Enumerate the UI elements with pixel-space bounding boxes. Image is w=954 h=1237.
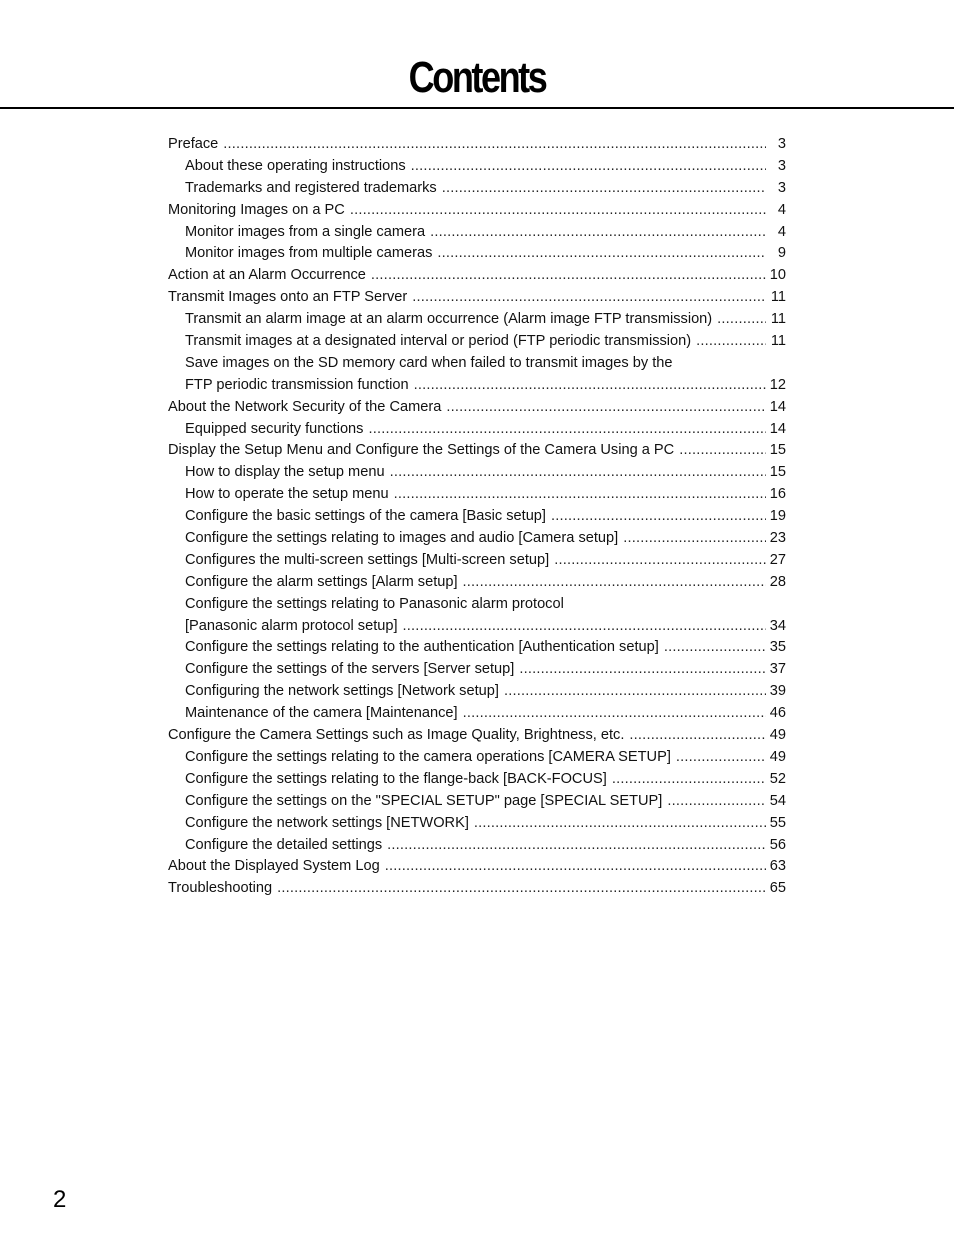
dot-leader xyxy=(390,462,766,484)
dot-leader xyxy=(223,134,766,156)
dot-leader xyxy=(474,813,766,835)
toc-entry-page: 3 xyxy=(777,179,786,196)
toc-entry-label: Equipped security functions xyxy=(185,420,364,437)
toc-subentry[interactable] xyxy=(168,681,786,703)
toc-entry-page: 12 xyxy=(769,376,786,393)
toc-entry-label: Troubleshooting xyxy=(168,880,273,897)
toc-entry-label: About the Network Security of the Camera xyxy=(168,398,442,415)
toc-entry[interactable] xyxy=(168,200,786,222)
toc-entry-label: About these operating instructions xyxy=(185,157,406,174)
toc-entry-page: 27 xyxy=(769,551,786,568)
toc-entry-label: About the Displayed System Log xyxy=(168,858,380,875)
toc-entry-label: Save images on the SD memory card when failed to transmit images by the xyxy=(185,354,673,371)
toc-subentry[interactable] xyxy=(168,419,786,441)
page-number: 2 xyxy=(53,1186,67,1213)
toc-entry-page: 15 xyxy=(769,464,786,481)
toc-entry[interactable] xyxy=(168,440,786,462)
toc-subentry[interactable] xyxy=(168,506,786,528)
toc-subentry[interactable] xyxy=(168,484,786,506)
toc-entry-page: 4 xyxy=(777,201,786,218)
toc-entry-page: 28 xyxy=(769,573,786,590)
dot-leader xyxy=(430,222,766,244)
toc-entry[interactable] xyxy=(168,856,786,878)
toc-subentry[interactable] xyxy=(168,594,786,616)
toc-entry-page: 11 xyxy=(770,311,786,328)
dot-leader xyxy=(463,703,766,725)
toc-entry-page: 11 xyxy=(770,289,786,306)
toc-subentry[interactable] xyxy=(168,659,786,681)
toc-entry-label: Configure the settings relating to Panasonic alarm protocol xyxy=(185,595,564,612)
toc-entry-label: Configure the settings relating to the authentication [Authentication setup] xyxy=(185,639,659,656)
toc-subentry[interactable] xyxy=(168,178,786,200)
dot-leader xyxy=(696,331,766,353)
toc-subentry[interactable] xyxy=(168,156,786,178)
toc-entry-label: Configure the alarm settings [Alarm setup] xyxy=(185,573,458,590)
toc-entry-page: 63 xyxy=(769,858,786,875)
dot-leader xyxy=(414,375,766,397)
toc-entry-label: Configuring the network settings [Network setup] xyxy=(185,683,499,700)
toc-entry-label: [Panasonic alarm protocol setup] xyxy=(185,617,398,634)
toc-entry-page: 54 xyxy=(769,792,786,809)
toc-entry-label: Transmit images at a designated interval or period (FTP periodic transmission) xyxy=(185,333,692,350)
toc-subentry[interactable] xyxy=(168,703,786,725)
dot-leader xyxy=(385,856,766,878)
toc-entry-label: Display the Setup Menu and Configure the Settings of the Camera Using a PC xyxy=(168,442,675,459)
toc-entry-page: 10 xyxy=(769,267,786,284)
toc-subentry[interactable] xyxy=(168,309,786,331)
dot-leader xyxy=(350,200,766,222)
toc-entry-page: 3 xyxy=(777,136,786,152)
toc-entry-page: 65 xyxy=(769,880,786,897)
toc-entry[interactable] xyxy=(168,397,786,419)
toc-entry-label: Configure the Camera Settings such as Image Quality, Brightness, etc. xyxy=(168,727,625,744)
dot-leader xyxy=(551,506,766,528)
dot-leader xyxy=(463,572,766,594)
toc-entry-label: Configure the detailed settings xyxy=(185,836,383,853)
dot-leader xyxy=(371,265,766,287)
toc-subentry[interactable] xyxy=(168,331,786,353)
toc-entry-label: Monitoring Images on a PC xyxy=(168,201,345,218)
toc-subentry[interactable] xyxy=(168,791,786,813)
toc-subentry[interactable] xyxy=(168,550,786,572)
dot-leader xyxy=(554,550,766,572)
toc-entry-label: Trademarks and registered trademarks xyxy=(185,179,437,196)
dot-leader xyxy=(623,528,766,550)
toc-entry-page: 14 xyxy=(769,420,786,437)
toc-entry-label: Configure the settings relating to images and audio [Camera setup] xyxy=(185,530,619,547)
toc-entry-label: Configure the basic settings of the camera [Basic setup] xyxy=(185,508,546,525)
dot-leader xyxy=(394,484,766,506)
toc-entry[interactable] xyxy=(168,878,786,900)
toc-entry-label: Configure the network settings [NETWORK] xyxy=(185,814,469,831)
dot-leader xyxy=(403,616,766,638)
toc-entry[interactable] xyxy=(168,725,786,747)
toc-entry-page: 52 xyxy=(769,770,786,787)
toc-entry-label: How to operate the setup menu xyxy=(185,486,389,503)
toc-entry-label: Action at an Alarm Occurrence xyxy=(168,267,366,284)
toc-subentry[interactable] xyxy=(168,637,786,659)
toc-entry-label: How to display the setup menu xyxy=(185,464,385,481)
toc-entry[interactable] xyxy=(168,134,786,156)
toc-subentry[interactable] xyxy=(168,769,786,791)
toc-entry-page: 55 xyxy=(769,814,786,831)
dot-leader xyxy=(277,878,766,900)
toc-entry-page: 16 xyxy=(769,486,786,503)
dot-leader xyxy=(519,659,766,681)
toc-entry-label: Transmit an alarm image at an alarm occurrence (Alarm image FTP transmission) xyxy=(185,311,713,328)
toc-entry-label: Maintenance of the camera [Maintenance] xyxy=(185,705,458,722)
table-of-contents xyxy=(168,134,786,900)
toc-entry-label: Transmit Images onto an FTP Server xyxy=(168,289,408,306)
toc-subentry[interactable] xyxy=(168,462,786,484)
toc-entry-page: 23 xyxy=(769,530,786,547)
dot-leader xyxy=(442,178,766,200)
toc-entry-page: 9 xyxy=(777,245,786,262)
toc-entry-label: Configure the settings relating to the flange-back [BACK-FOCUS] xyxy=(185,770,607,787)
dot-leader xyxy=(437,243,766,265)
toc-entry[interactable] xyxy=(168,265,786,287)
toc-entry-page: 46 xyxy=(769,705,786,722)
toc-subentry[interactable] xyxy=(168,572,786,594)
dot-leader xyxy=(368,419,766,441)
toc-entry-page: 19 xyxy=(769,508,786,525)
toc-subentry[interactable] xyxy=(168,353,786,375)
dot-leader xyxy=(667,791,766,813)
dot-leader xyxy=(387,835,766,857)
toc-entry-page: 35 xyxy=(769,639,786,656)
dot-leader xyxy=(629,725,766,747)
toc-subentry[interactable] xyxy=(168,375,786,397)
toc-entry-label: Configures the multi-screen settings [Multi-screen setup] xyxy=(185,551,550,568)
toc-entry-page: 56 xyxy=(769,836,786,853)
title-divider xyxy=(0,107,954,109)
dot-leader xyxy=(411,156,766,178)
dot-leader xyxy=(717,309,766,331)
toc-subentry[interactable] xyxy=(168,222,786,244)
dot-leader xyxy=(679,440,766,462)
toc-entry-label: Preface xyxy=(168,136,219,152)
toc-subentry[interactable] xyxy=(168,813,786,835)
page-title: Contents xyxy=(408,53,546,102)
toc-entry-page: 37 xyxy=(769,661,786,678)
toc-subentry[interactable] xyxy=(168,528,786,550)
toc-entry-page: 15 xyxy=(769,442,786,459)
toc-entry-label: Configure the settings of the servers [Server setup] xyxy=(185,661,515,678)
toc-entry-page: 49 xyxy=(769,727,786,744)
dot-leader xyxy=(412,287,766,309)
toc-subentry[interactable] xyxy=(168,747,786,769)
toc-entry-label: Configure the settings relating to the camera operations [CAMERA SETUP] xyxy=(185,748,671,765)
toc-entry[interactable] xyxy=(168,287,786,309)
toc-entry-label: Monitor images from a single camera xyxy=(185,223,426,240)
toc-subentry[interactable] xyxy=(168,616,786,638)
dot-leader xyxy=(446,397,766,419)
dot-leader xyxy=(612,769,766,791)
dot-leader xyxy=(664,637,766,659)
toc-entry-page: 49 xyxy=(769,748,786,765)
toc-entry-page: 11 xyxy=(770,333,786,350)
dot-leader xyxy=(676,747,766,769)
toc-entry-label: Monitor images from multiple cameras xyxy=(185,245,433,262)
toc-entry-page: 39 xyxy=(769,683,786,700)
toc-entry-label: FTP periodic transmission function xyxy=(185,376,409,393)
toc-entry-page: 34 xyxy=(769,617,786,634)
toc-entry-page: 3 xyxy=(777,157,786,174)
toc-entry-page: 14 xyxy=(769,398,786,415)
toc-entry-label: Configure the settings on the "SPECIAL SETUP" page [SPECIAL SETUP] xyxy=(185,792,663,809)
toc-entry-page: 4 xyxy=(777,223,786,240)
dot-leader xyxy=(504,681,766,703)
toc-subentry[interactable] xyxy=(168,243,786,265)
toc-subentry[interactable] xyxy=(168,835,786,857)
